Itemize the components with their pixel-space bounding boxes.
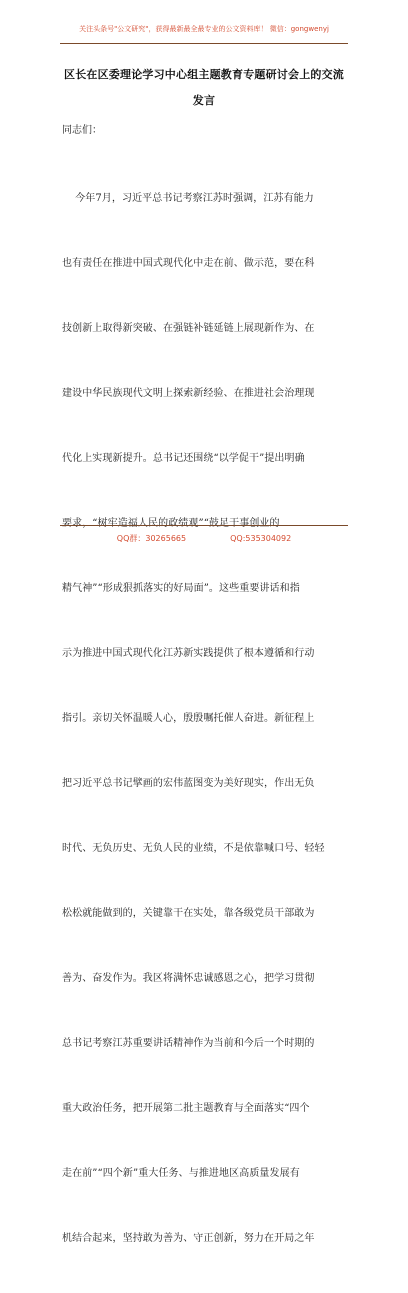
header-banner: 关注头条号"公文研究"，获得最新最全最专业的公文资料库！ 微信：gongwenyj: [79, 25, 329, 33]
salutation: 同志们：: [62, 125, 102, 136]
body-line: 也有责任在推进中国式现代化中走在前、做示范，要在科: [62, 258, 315, 270]
body-line: 示为推进中国式现代化江苏新实践提供了根本遵循和行动: [62, 648, 315, 660]
body-line: 善为、奋发作为。我区将满怀忠诚感恩之心，把学习贯彻: [62, 972, 315, 984]
body-line: 代化上实现新提升。总书记还围绕“以学促干”提出明确: [62, 453, 305, 465]
body-line: 机结合起来，坚持敢为善为、守正创新，努力在开局之年: [62, 1232, 315, 1244]
document-title-line-2: 发言: [192, 94, 216, 107]
body-line: 松松就能做到的，关键靠干在实处，靠各级党员干部敢为: [62, 907, 315, 919]
header-divider: [60, 43, 348, 44]
body-line: 总书记考察江苏重要讲话精神作为当前和今后一个时期的: [62, 1037, 315, 1049]
body-line: 重大政治任务，把开展第二批主题教育与全面落实“四个: [62, 1102, 310, 1114]
body-line: 建设中华民族现代文明上探索新经验、在推进社会治理现: [62, 388, 315, 400]
document-title-line-1: 区长在区委理论学习中心组主题教育专题研讨会上的交流: [64, 68, 344, 81]
document-title: [62, 62, 346, 114]
body-line: 要求，“树牢造福人民的政绩观”“鼓足干事创业的: [62, 518, 280, 530]
footer-qq-group: QQ群：30265665: [116, 534, 187, 543]
body-line: 时代、无负历史、无负人民的业绩，不是依靠喊口号、轻轻: [62, 843, 325, 854]
body-line: 指引。亲切关怀温暖人心，殷殷嘱托催人奋进。新征程上: [62, 713, 315, 725]
body-line: 今年7月，习近平总书记考察江苏时强调，江苏有能力: [62, 193, 314, 205]
body-line: 把习近平总书记擘画的宏伟蓝图变为美好现实，作出无负: [62, 778, 315, 790]
body-line: 精气神”“形成狠抓落实的好局面”。这些重要讲话和指: [62, 583, 300, 595]
body-line: 技创新上取得新突破、在强链补链延链上展现新作为、在: [62, 323, 315, 335]
body-line: 走在前”“四个新”重大任务、与推进地区高质量发展有: [62, 1167, 300, 1179]
footer-contacts: [0, 533, 408, 544]
footer-qq-contact: QQ:535304092: [230, 534, 292, 543]
footer-divider: [60, 525, 348, 526]
